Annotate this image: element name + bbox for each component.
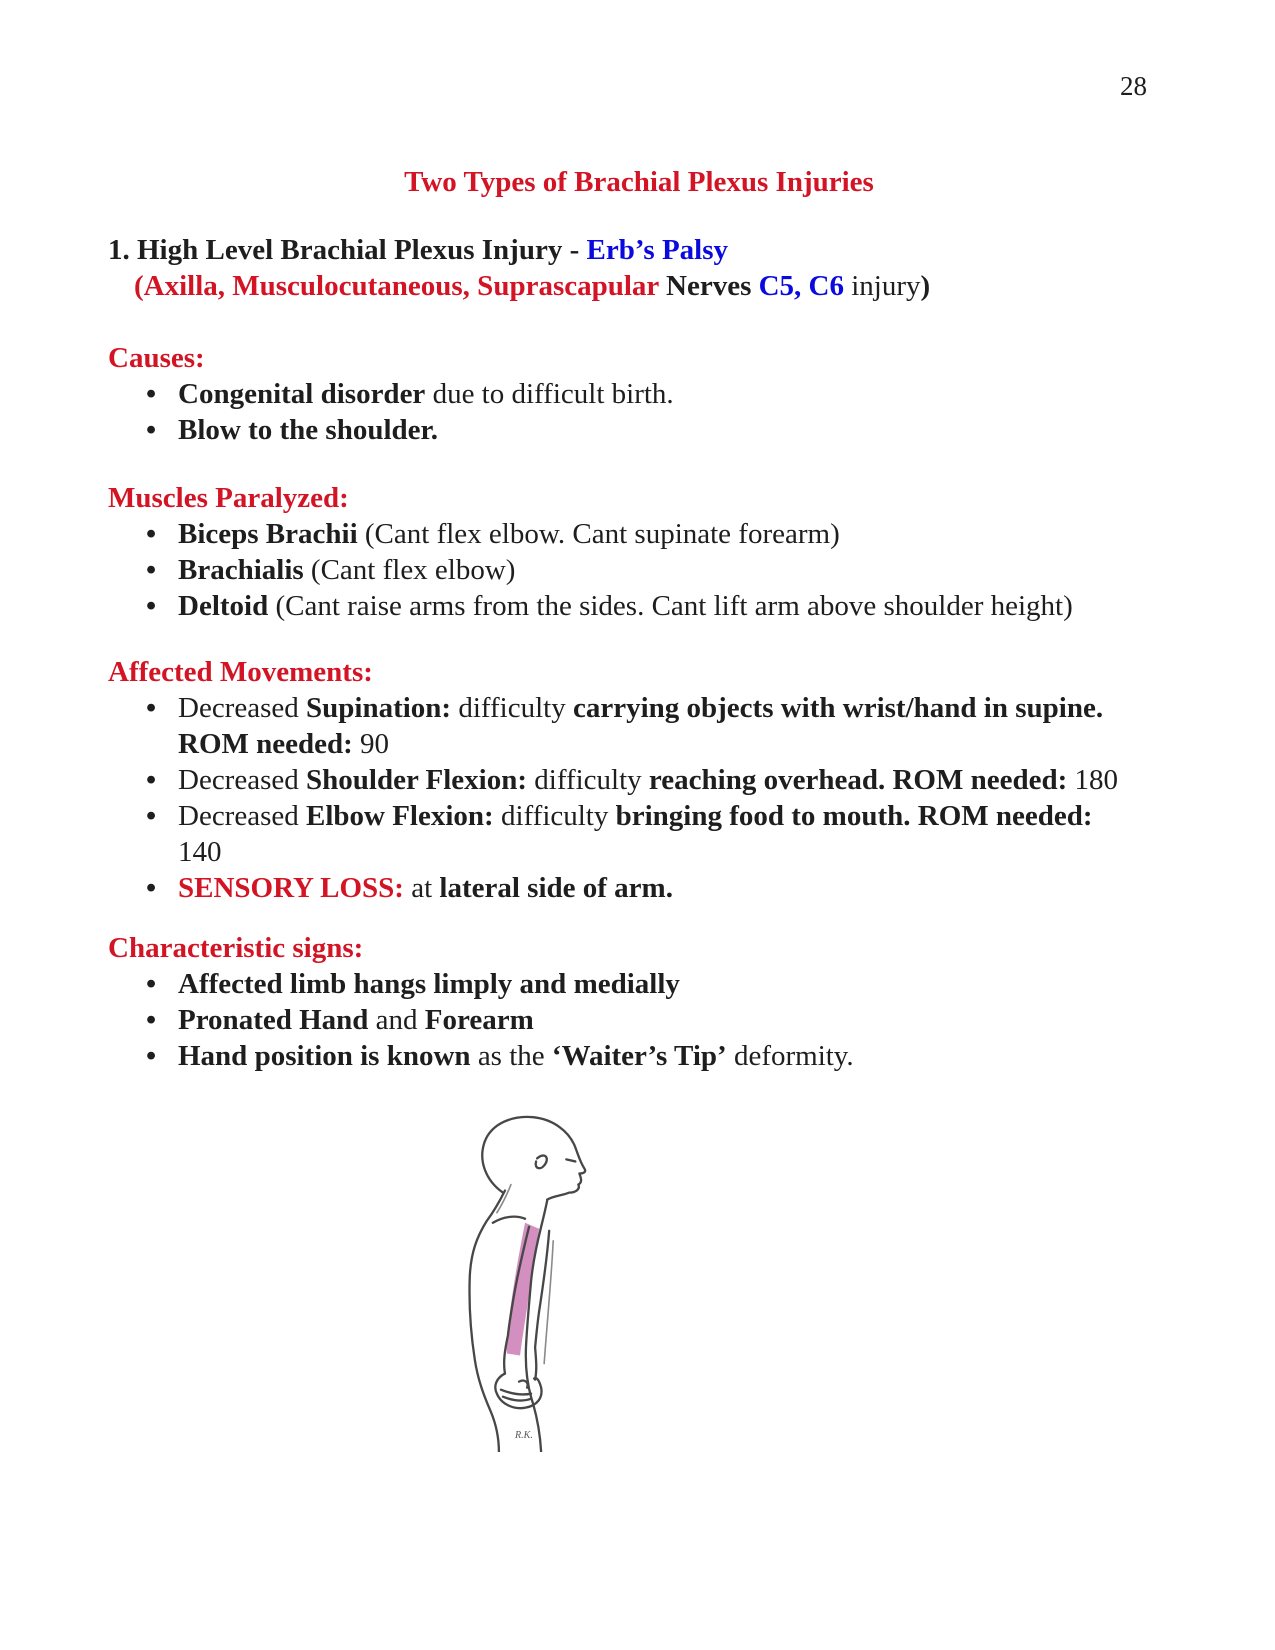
eye-line [566, 1159, 575, 1161]
text-segment: ROM needed: [178, 728, 353, 760]
section-heading: Causes: [108, 342, 205, 374]
text-segment: Decreased [178, 692, 306, 724]
text-segment: bringing food to mouth. ROM needed: [615, 800, 1093, 832]
text-segment: Decreased [178, 800, 306, 832]
text-segment: difficulty [527, 764, 649, 796]
text-segment: (Cant raise arms from the sides. Cant lift arm above shoulder height) [268, 590, 1073, 622]
page-title: Two Types of Brachial Plexus Injuries [404, 166, 874, 198]
text-segment: Hand position is known [178, 1040, 471, 1072]
page-number: 28 [1120, 71, 1147, 101]
text-segment: Pronated Hand [178, 1004, 369, 1036]
bullet-item [108, 1002, 1170, 1038]
text-segment: carrying objects with wrist/hand in supine. [572, 692, 1104, 724]
text-segment: difficulty [451, 692, 573, 724]
section-characteristic-signs [108, 930, 1170, 1074]
bullet-item [108, 966, 1170, 1002]
text-segment: Blow to the shoulder. [178, 414, 438, 446]
page-content [108, 0, 1170, 1452]
bullet-item [108, 552, 1170, 588]
text-segment: at [403, 872, 440, 904]
bullet-item [108, 376, 1170, 412]
text-segment: difficulty [493, 800, 616, 832]
thumb-line [519, 1381, 528, 1388]
waiters-tip-illustration [440, 1080, 592, 1452]
head-outline [482, 1117, 585, 1200]
section-heading: Affected Movements: [108, 656, 373, 688]
bullet-list [108, 690, 1170, 906]
section-heading: Muscles Paralyzed: [108, 482, 349, 514]
numbered-heading [108, 232, 1170, 304]
bullet-item [108, 588, 1170, 624]
text-segment: (Cant flex elbow. Cant supinate forearm) [357, 518, 840, 550]
ear-line [536, 1156, 547, 1169]
numbered-heading-line1 [108, 232, 1170, 268]
artist-signature: R.K. [514, 1429, 533, 1441]
numbered-heading-line2 [108, 268, 1170, 304]
text-segment: Forearm [424, 1004, 534, 1036]
text-segment: Decreased [178, 764, 306, 796]
text-segment: ‘Waiter’s Tip’ [551, 1040, 727, 1072]
text-segment: ) [920, 270, 931, 302]
text-segment: as the [470, 1040, 552, 1072]
bullet-item [108, 1038, 1170, 1074]
bullet-item [108, 762, 1170, 798]
finger-line-1 [501, 1390, 531, 1395]
bullet-list [108, 376, 1170, 448]
bullet-item [108, 870, 1170, 906]
text-segment: 180 [1067, 764, 1118, 796]
section-causes [108, 340, 1170, 448]
text-segment: (Axilla, Musculocutaneous, Suprascapular [134, 270, 659, 302]
text-segment: due to difficult birth. [425, 378, 674, 410]
text-segment: Erb’s Palsy [586, 234, 729, 266]
bullet-item [108, 690, 1170, 762]
text-segment: Supination: [306, 692, 452, 724]
text-segment: reaching overhead. ROM needed: [648, 764, 1068, 796]
text-segment: C5, C6 [758, 270, 844, 302]
text-segment: 1. High Level Brachial Plexus Injury - [108, 234, 587, 266]
waiters-tip-figure [440, 1080, 592, 1452]
text-segment: deformity. [726, 1040, 854, 1072]
section-affected-movements [108, 654, 1170, 906]
back-outline [469, 1191, 504, 1452]
bullet-item [108, 516, 1170, 552]
text-segment: Biceps Brachii [178, 518, 358, 550]
bullet-item [108, 798, 1170, 870]
section-muscles-paralyzed [108, 480, 1170, 624]
text-segment: Deltoid [178, 590, 269, 622]
text-segment: Shoulder Flexion: [306, 764, 528, 796]
text-segment: Brachialis [178, 554, 304, 586]
section-heading: Characteristic signs: [108, 932, 364, 964]
text-segment: 140 [178, 836, 222, 868]
text-segment: Nerves [658, 270, 759, 302]
bullet-item [108, 412, 1170, 448]
text-segment: injury [844, 270, 921, 302]
arm-back-line [535, 1231, 549, 1380]
text-segment: 90 [352, 728, 390, 760]
shoulder-line [493, 1217, 525, 1223]
bullet-list [108, 516, 1170, 624]
finger-line-2 [503, 1397, 531, 1401]
text-segment: lateral side of arm. [439, 872, 673, 904]
arm-highlight-stripe [507, 1223, 540, 1356]
bullet-list [108, 966, 1170, 1074]
text-segment: (Cant flex elbow) [303, 554, 516, 586]
text-segment: SENSORY LOSS: [178, 872, 404, 904]
text-segment: Congenital disorder [178, 378, 426, 410]
text-segment: Affected limb hangs limply and medially [178, 968, 680, 1000]
text-segment: Elbow Flexion: [306, 800, 494, 832]
text-segment: and [368, 1004, 425, 1036]
